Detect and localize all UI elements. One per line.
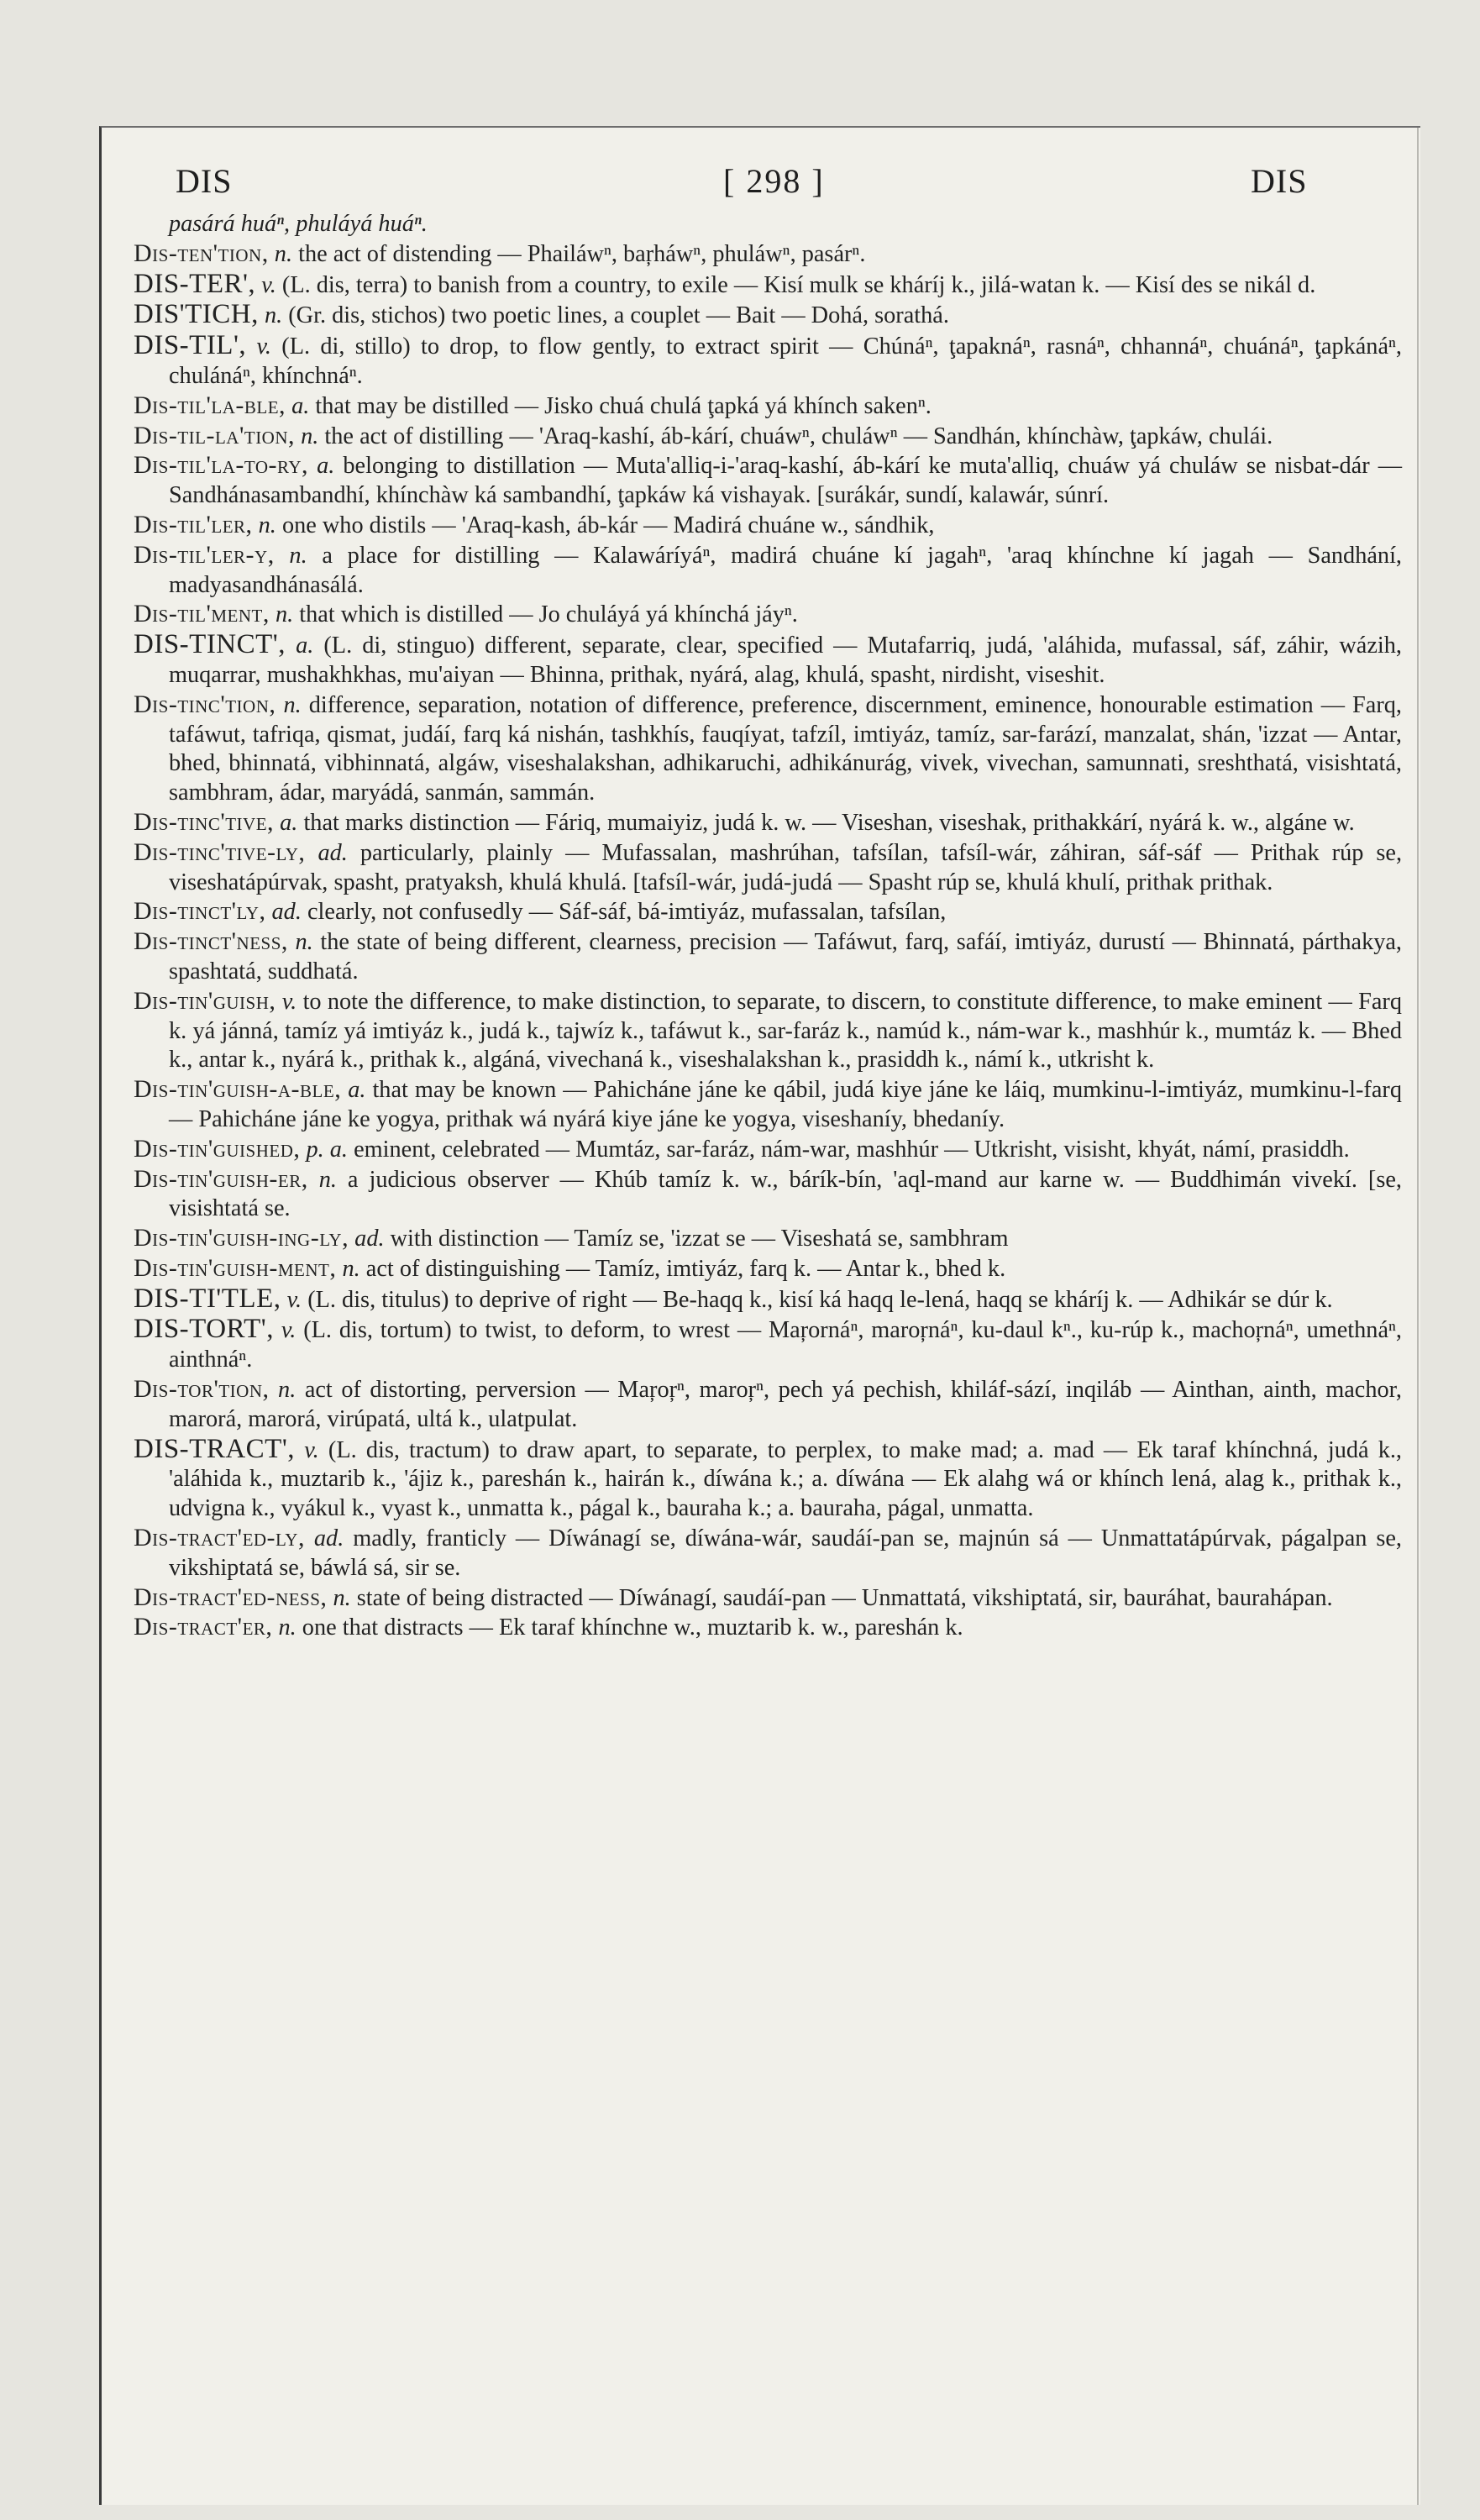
entry-headword: Dis-til'la-ble, xyxy=(134,391,286,419)
dictionary-entry xyxy=(134,422,1402,452)
entry-headword: DIS-TIL', xyxy=(134,330,247,361)
entry-part-of-speech: n. xyxy=(258,512,276,538)
entry-part-of-speech: a. xyxy=(280,809,298,836)
entry-headword: Dis-tin'guished, xyxy=(134,1134,301,1163)
entry-headword: Dis-tinc'tion, xyxy=(134,690,276,718)
dictionary-entry xyxy=(134,511,1402,541)
dictionary-entry xyxy=(134,239,1402,270)
entry-part-of-speech: n. xyxy=(289,542,307,569)
entry-headword: DIS'TICH, xyxy=(134,299,259,330)
entry-part-of-speech: a. xyxy=(348,1077,366,1104)
entry-headword: Dis-til-la'tion, xyxy=(134,421,296,449)
entry-part-of-speech: n. xyxy=(278,1377,297,1404)
dictionary-entry xyxy=(134,1224,1402,1254)
dictionary-entry xyxy=(134,300,1402,331)
entry-part-of-speech: v. xyxy=(261,271,276,298)
entry-part-of-speech: a. xyxy=(291,392,310,419)
entry-definition: that may be distilled — Jisko chuá chulá ţapká yá khínch sakenⁿ. xyxy=(315,392,932,419)
dictionary-entry xyxy=(134,541,1402,601)
entry-part-of-speech: n. xyxy=(264,302,283,329)
entry-definition: difference, separation, notation of difference, preference, discernment, eminence, honourable estimation — Farq, tafáwut, tafriqa, qismat, judáí, farq ká nishán, tashkhís, fauqíyat, tafzíl, imtiyáz, tamíz, sar-farází, manzalat, shán, 'izzat — Antar, bhed, bhinnatá, vibhinnatá, algáw, viseshalakshan, adhikaruchi, adhikánurág, vivek, vivechan, samunnati, sreshthatá, visishtatá, sambhram, ádar, maryádá, sanmán, sammán. xyxy=(169,691,1402,806)
entry-part-of-speech: n. xyxy=(275,601,294,628)
dictionary-entry xyxy=(134,1315,1402,1375)
dictionary-entry xyxy=(134,838,1402,898)
entry-definition: (L. dis, terra) to banish from a country, to exile — Kisí mulk se kháríj k., jilá-watan k. — Kisí des se nikál d. xyxy=(281,271,1316,298)
running-head-right: DIS xyxy=(1251,162,1308,200)
entry-definition: one who distils — 'Araq-kash, áb-kár — Madirá chuáne w., sándhik, xyxy=(281,512,935,538)
entry-definition: madly, franticly — Díwánagí se, díwána-wár, saudáí-pan se, majnún sá — Unmattatápúrvak, págalpan se, vikshiptatá se, báwlá sá, sir se. xyxy=(169,1525,1403,1581)
entry-headword: Dis-tinc'tive-ly, xyxy=(134,837,306,866)
entry-definition: eminent, celebrated — Mumtáz, sar-faráz, nám-war, mashhúr — Utkrisht, visisht, khyát, námí, prasiddh. xyxy=(354,1136,1350,1163)
entry-definition: pasárá huáⁿ, phuláyá huáⁿ. xyxy=(169,211,428,237)
dictionary-entry xyxy=(134,1613,1402,1643)
dictionary-entry xyxy=(134,1075,1402,1135)
dictionary-entry xyxy=(134,630,1402,690)
entry-definition: (L. di, stinguo) different, separate, clear, specified — Mutafarriq, judá, 'aláhida, mufassal, sáf, záhir, wázih, muqarrar, mushakhkhas, mu'aiyan — Bhinna, prithak, nyárá, alag, khulá, spasht, nirdisht, viseshit. xyxy=(169,633,1402,688)
entry-headword: Dis-tract'er, xyxy=(134,1613,273,1641)
dictionary-entry xyxy=(134,1435,1402,1524)
entry-part-of-speech: n. xyxy=(333,1584,351,1611)
dictionary-entry xyxy=(134,600,1402,630)
entry-definition: (L. dis, titulus) to deprive of right — Be-haqq k., kisí ká haqq le-lená, haqq se kháríj k. — Adhikár se dúr k. xyxy=(307,1286,1333,1313)
dictionary-entry xyxy=(134,1135,1402,1165)
entry-definition: the act of distending — Phailáwⁿ, baŗháwⁿ, phuláwⁿ, pasárⁿ. xyxy=(298,240,866,267)
dictionary-entry xyxy=(134,391,1402,422)
entry-part-of-speech: v. xyxy=(281,1317,297,1344)
running-head-left: DIS xyxy=(176,162,233,200)
entry-definition: the state of being different, clearness, precision — Tafáwut, farq, safáí, imtiyáz, durustí — Bhinnatá, párthakya, spashtatá, suddhatá. xyxy=(169,929,1402,984)
dictionary-page xyxy=(99,126,1420,2505)
entry-headword: Dis-til'ler-y, xyxy=(134,540,275,569)
entry-part-of-speech: a. xyxy=(296,633,314,659)
entry-definition: a place for distilling — Kalawáríyáⁿ, madirá chuáne kí jagahⁿ, 'araq khínchne kí jagah — Sandhání, madyasandhánasálá. xyxy=(169,542,1403,598)
entry-part-of-speech: n. xyxy=(278,1614,297,1641)
entry-part-of-speech: n. xyxy=(295,929,313,956)
entry-headword: Dis-tinct'ly, xyxy=(134,897,266,926)
entry-headword: Dis-tin'guish-er, xyxy=(134,1164,308,1193)
entry-part-of-speech: ad. xyxy=(271,899,302,926)
entry-part-of-speech: p. a. xyxy=(306,1136,348,1163)
dictionary-entry xyxy=(134,1524,1402,1583)
dictionary-entry xyxy=(134,270,1402,301)
entry-definition: act of distinguishing — Tamíz, imtiyáz, farq k. — Antar k., bhed k. xyxy=(365,1255,1006,1282)
entry-headword: Dis-til'ment, xyxy=(134,600,270,628)
dictionary-entry xyxy=(134,690,1402,808)
entry-definition: state of being distracted — Díwánagí, saudáí-pan — Unmattatá, vikshiptatá, sir, bauráhat, baurahápan. xyxy=(356,1584,1333,1611)
entry-definition: (L. dis, tortum) to twist, to deform, to wrest — Maŗornáⁿ, maroŗnáⁿ, ku-daul kⁿ., ku-rúp k., machoŗnáⁿ, umethnáⁿ, ainthnáⁿ. xyxy=(169,1317,1403,1373)
entry-headword: Dis-tin'guish-a-ble, xyxy=(134,1075,342,1104)
entry-headword: DIS-TRACT', xyxy=(134,1433,296,1464)
entry-part-of-speech: v. xyxy=(281,988,297,1015)
entry-definition: particularly, plainly — Mufassalan, mashrúhan, tafsílan, tafsíl-wár, záhiran, sáf-sáf — Prithak rúp se, viseshatápúrvak, spasht, pratyaksh, khulá khulá. [tafsíl-wár, judá-judá — Spasht rúp se, khulá khulí, prithak prithak. xyxy=(169,839,1403,895)
entry-part-of-speech: ad. xyxy=(318,839,348,866)
dictionary-entry xyxy=(134,1284,1402,1315)
entry-definition: that which is distilled — Jo chuláyá yá khínchá jáyⁿ. xyxy=(299,601,798,628)
dictionary-entry xyxy=(134,331,1402,391)
entry-definition: that may be known — Pahicháne jáne ke qábil, judá kiye jáne ke láiq, mumkinu-l-imtiyáz, mumkinu-l-farq — Pahicháne jáne ke yogya, prithak wá nyárá kiye jáne ke yogya, viseshaníy, bhedaníy. xyxy=(169,1077,1402,1132)
entry-headword: Dis-tin'guish, xyxy=(134,986,276,1015)
page-number: [ 298 ] xyxy=(723,162,825,200)
entry-headword: DIS-TI'TLE, xyxy=(134,1283,281,1314)
entry-part-of-speech: v. xyxy=(286,1286,302,1313)
entry-headword: Dis-tract'ed-ness, xyxy=(134,1583,328,1611)
entry-headword: Dis-tin'guish-ing-ly, xyxy=(134,1224,349,1252)
dictionary-entry xyxy=(134,987,1402,1075)
dictionary-entry xyxy=(134,1583,1402,1614)
entry-headword: DIS-TINCT', xyxy=(134,629,286,660)
entry-part-of-speech: n. xyxy=(342,1255,360,1282)
page-edge-rule xyxy=(1417,128,1419,2505)
dictionary-entry xyxy=(134,808,1402,838)
entry-headword: DIS-TORT', xyxy=(134,1314,274,1345)
dictionary-entries xyxy=(134,210,1402,1643)
dictionary-entry xyxy=(134,1165,1402,1225)
dictionary-entry xyxy=(134,1375,1402,1435)
dictionary-entry xyxy=(134,1254,1402,1284)
entry-part-of-speech: v. xyxy=(304,1436,319,1463)
entry-part-of-speech: n. xyxy=(283,691,302,718)
entry-part-of-speech: a. xyxy=(317,453,335,480)
entry-definition: one that distracts — Ek taraf khínchne w., muztarib k. w., pareshán k. xyxy=(302,1614,963,1641)
entry-part-of-speech: v. xyxy=(256,333,271,360)
dictionary-entry xyxy=(134,451,1402,511)
entry-definition: (L. di, stillo) to drop, to flow gently, to extract spirit — Chúnáⁿ, ţapaknáⁿ, rasnáⁿ, chhannáⁿ, chuánáⁿ, ţapkánáⁿ, chulánáⁿ, khínchnáⁿ. xyxy=(169,333,1402,389)
entry-headword: DIS-TER', xyxy=(134,268,256,299)
dictionary-entry xyxy=(134,210,1402,239)
dictionary-entry xyxy=(134,927,1402,987)
entry-definition: with distinction — Tamíz se, 'izzat se — Viseshatá se, sambhram xyxy=(390,1226,1009,1252)
entry-definition: that marks distinction — Fáriq, mumaiyiz, judá k. w. — Viseshan, viseshak, prithakkárí, nyárá k. w., algáne w. xyxy=(303,809,1355,836)
entry-headword: Dis-til'la-to-ry, xyxy=(134,451,308,480)
entry-definition: act of distorting, perversion — Maŗoŗⁿ, maroŗⁿ, pech yá pechish, khiláf-sází, inqiláb — Ainthan, ainth, machor, marorá, marorá, virúpatá, ultá k., ulatpulat. xyxy=(169,1377,1402,1432)
entry-headword: Dis-til'ler, xyxy=(134,510,253,538)
entry-part-of-speech: n. xyxy=(301,423,319,449)
entry-headword: Dis-tract'ed-ly, xyxy=(134,1524,305,1552)
entry-definition: (Gr. dis, stichos) two poetic lines, a couplet — Bait — Dohá, sorathá. xyxy=(288,302,949,329)
entry-definition: (L. dis, tractum) to draw apart, to separate, to perplex, to make mad; a. mad — Ek taraf khínchná, judá k., 'aláhida k., muztarib k., 'ájiz k., pareshán k., hairán k., díwána k.; a. díwána — Ek alahg wá or khínch lená, alag k., prithak k., udvigna k., vyákul k., vyast k., unmatta k., págal k., bauraha k.; a. bauraha, págal, unmatta. xyxy=(169,1436,1403,1522)
entry-part-of-speech: ad. xyxy=(354,1226,385,1252)
entry-headword: Dis-tin'guish-ment, xyxy=(134,1253,337,1282)
entry-definition: clearly, not confusedly — Sáf-sáf, bá-imtiyáz, mufassalan, tafsílan, xyxy=(307,899,947,926)
entry-headword: Dis-tinct'ness, xyxy=(134,927,288,956)
dictionary-entry xyxy=(134,897,1402,927)
entry-definition: belonging to distillation — Muta'alliq-i-'araq-kashí, áb-kárí ke muta'alliq, chuáw yá chuláw se nisbat-dár — Sandhánasambandhí, khínchàw ká sambandhí, ţapkáw ká vishayak. [surákár, sundí, kalawár, súnrí. xyxy=(169,453,1403,509)
entry-definition: to note the difference, to make distinction, to separate, to discern, to constitute difference, to make eminent — Farq k. yá jánná, tamíz yá imtiyáz k., judá k., tajwíz k., tafáwut k., sar-faráz k., namúd k., nám-war k., mashhúr k., mumtáz k. — Bhed k., antar k., nyárá k., prithak k., algáná, vivechaná k., viseshalakshan k., prasiddh k., námí k., utkrisht k. xyxy=(169,988,1402,1074)
entry-part-of-speech: n. xyxy=(274,240,293,267)
entry-definition: the act of distilling — 'Araq-kashí, áb-kárí, chuáwⁿ, chuláwⁿ — Sandhán, khínchàw, ţapkáw, chulái. xyxy=(324,423,1273,449)
entry-part-of-speech: n. xyxy=(318,1166,337,1193)
entry-headword: Dis-tor'tion, xyxy=(134,1375,270,1404)
entry-headword: Dis-ten'tion, xyxy=(134,239,269,267)
entry-part-of-speech: ad. xyxy=(313,1525,344,1552)
entry-headword: Dis-tinc'tive, xyxy=(134,807,275,836)
entry-definition: a judicious observer — Khúb tamíz k. w., bárík-bín, 'aql-mand aur karne w. — Buddhimán vivekí. [se, visishtatá se. xyxy=(169,1166,1402,1222)
